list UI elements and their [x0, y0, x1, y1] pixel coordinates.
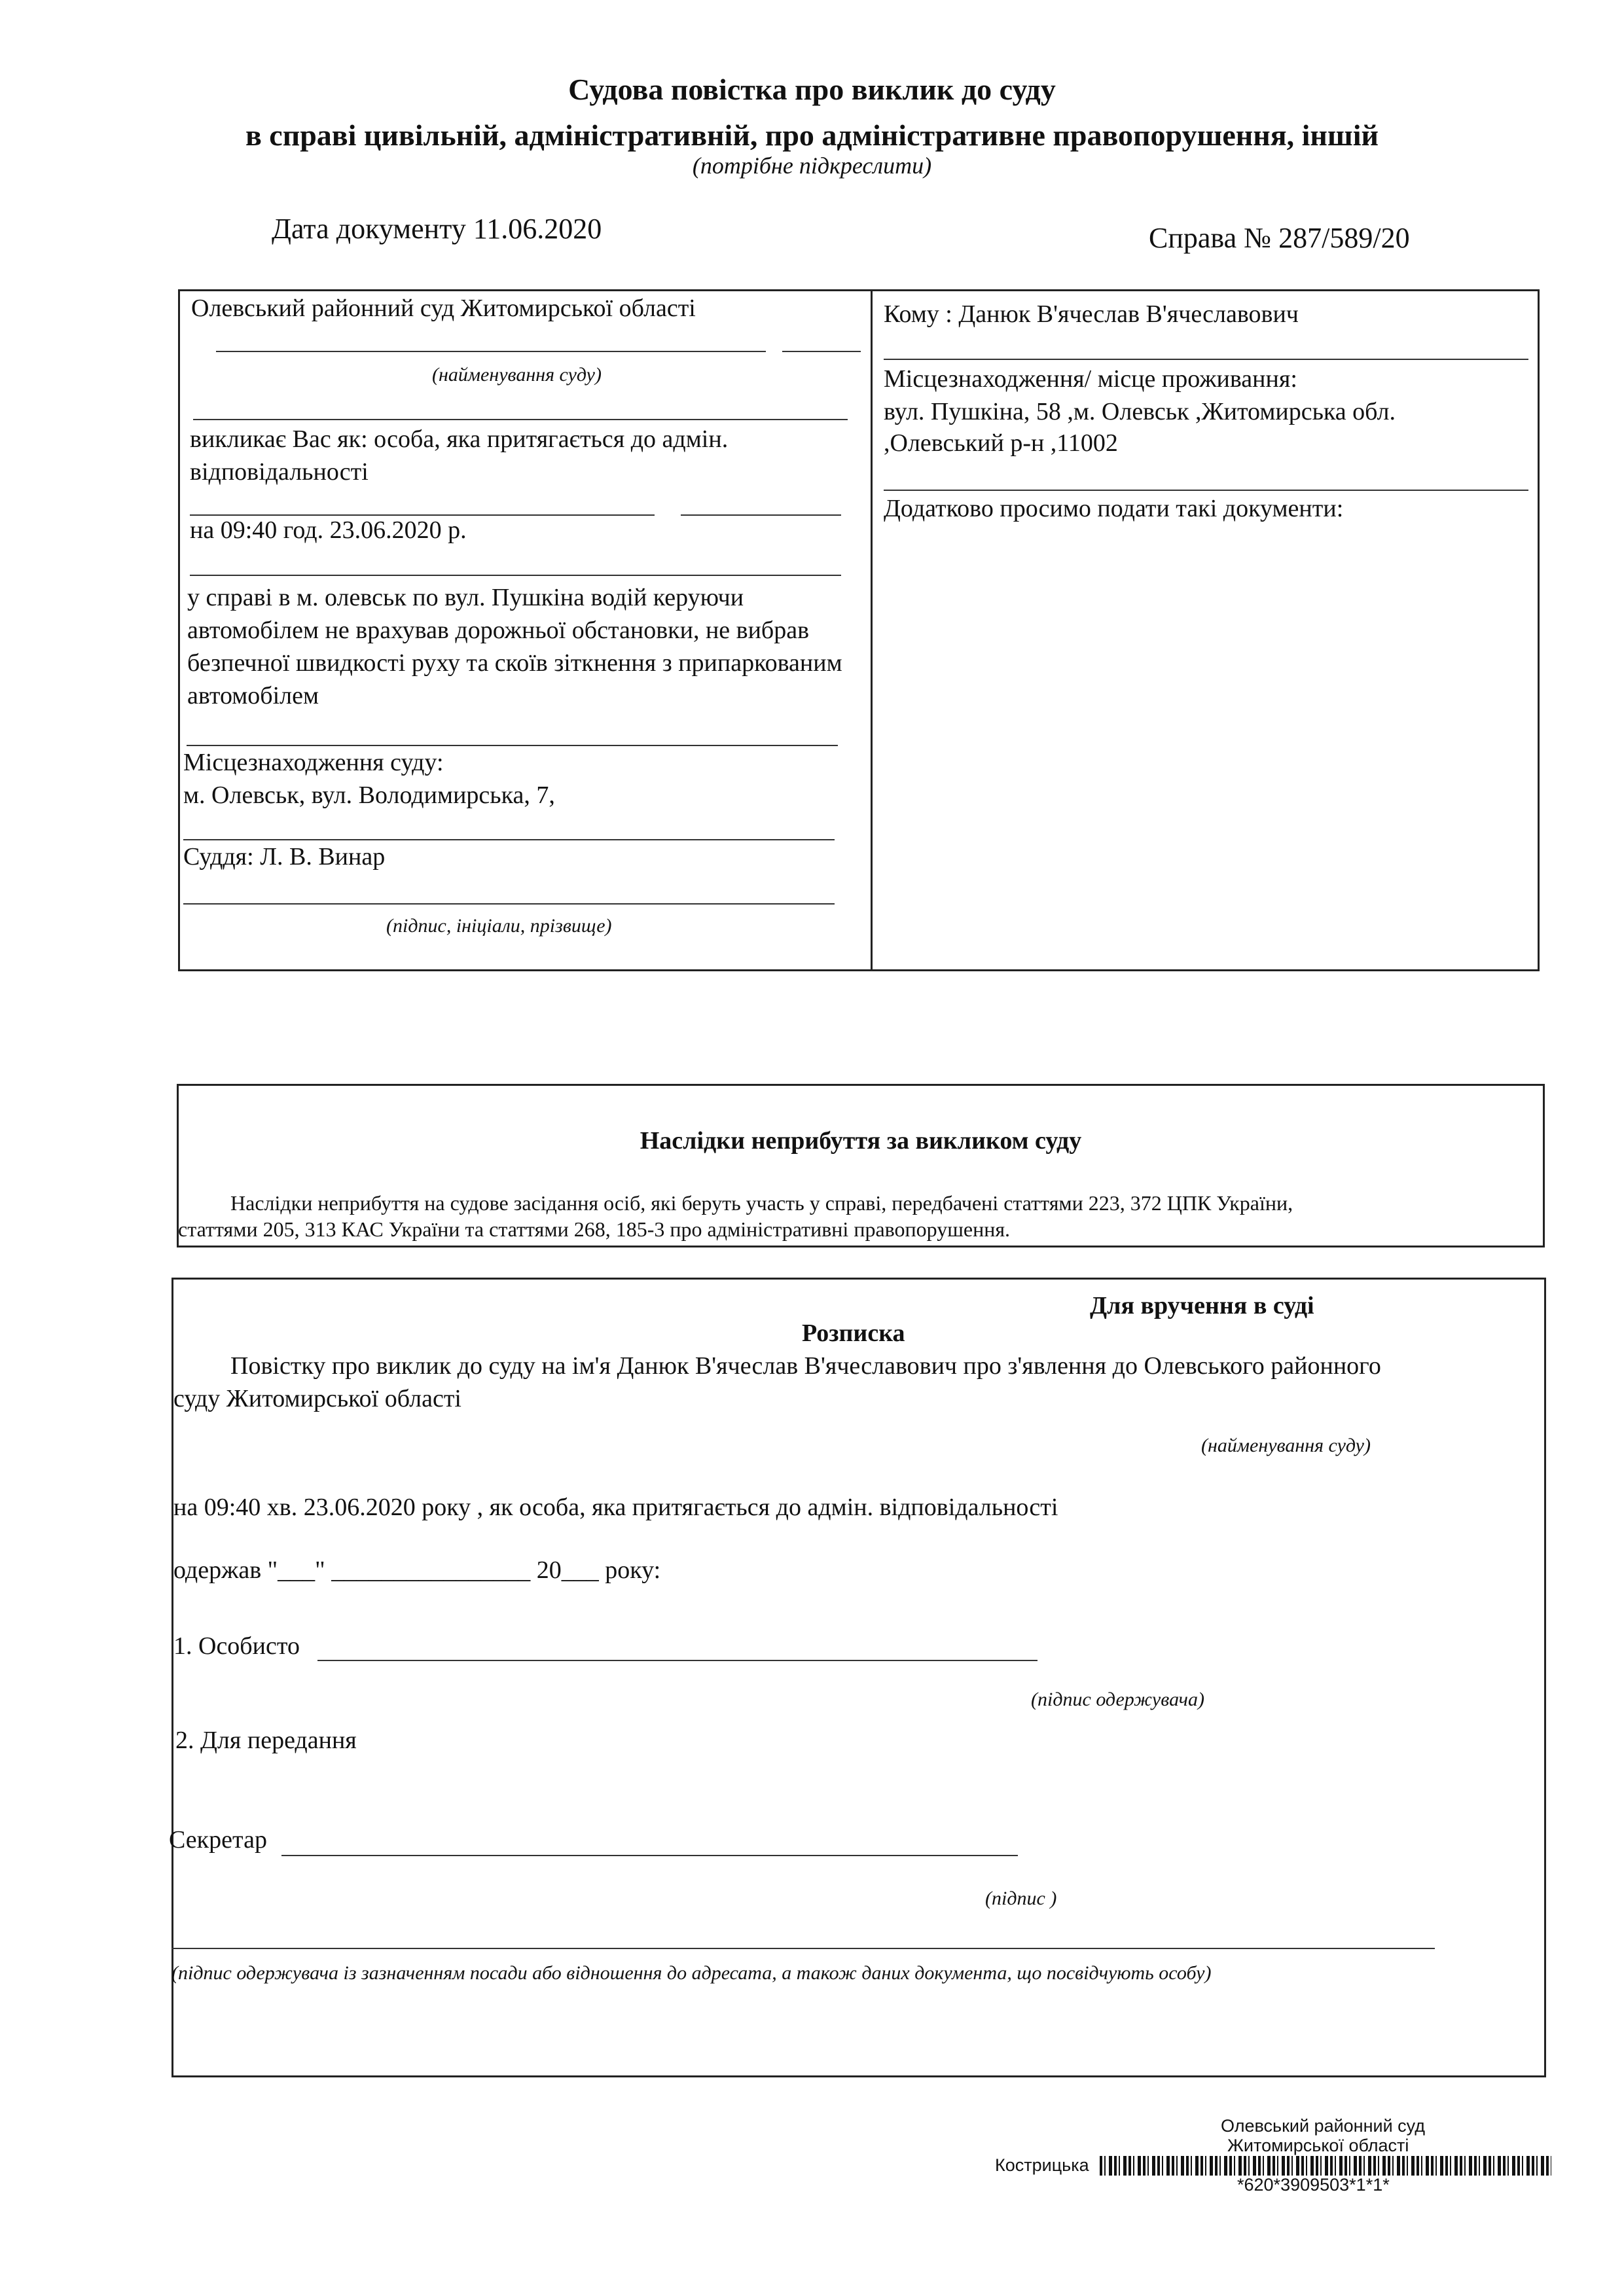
for-court-delivery: Для вручення в суді — [1090, 1292, 1314, 1319]
address-line-2: ,Олевський р-н ,11002 — [884, 429, 1118, 457]
barcode-icon — [1100, 2156, 1551, 2176]
secretary-label: Секретар — [169, 1826, 267, 1854]
footer-court-line-1: Олевський районний суд — [1221, 2116, 1426, 2136]
date-value: 11.06.2020 — [473, 213, 602, 245]
clerk-name: Кострицька — [995, 2155, 1089, 2175]
consequences-text-1: Наслідки неприбуття на судове засідання осіб, які беруть участь у справі, передбачені статтями 223, 372 ЦПК України, — [230, 1191, 1293, 1215]
consequences-text-2: статтями 205, 313 КАС України та статтями 268, 185-3 про адміністративні правопорушення. — [178, 1217, 1011, 1241]
court-name-caption: (найменування суду) — [432, 364, 602, 386]
secretary-sign-caption: (підпис ) — [985, 1888, 1057, 1909]
receipt-text-2: суду Житомирської області — [173, 1385, 461, 1412]
court-location-label: Місцезнаходження суду: — [183, 749, 444, 776]
date-label: Дата документу — [272, 213, 466, 245]
receipt-time: на 09:40 хв. 23.06.2020 року , як особа, яка притягається до адмін. відповідальності — [173, 1494, 1058, 1521]
judge-name: Суддя: Л. В. Винар — [183, 843, 386, 870]
address-line-1: вул. Пушкіна, 58 ,м. Олевськ ,Житомирська обл. — [884, 398, 1396, 425]
barcode-text: *620*3909503*1*1* — [1237, 2175, 1390, 2195]
case-number — [1149, 220, 1410, 257]
receipt-text-1: Повістку про виклик до суду на ім'я Данюк В'ячеслав В'ячеславович про з'явлення до Олевського районного — [230, 1352, 1381, 1380]
case-description: у справі в м. олевськ по вул. Пушкіна водій керуючи автомобілем не врахував дорожньої обстановки, не вибрав безпечної швидкості руху та скоїв зіткнення з припаркованим автомобілем — [187, 584, 842, 709]
personally-label: 1. Особисто — [173, 1632, 300, 1660]
receipt-title: Розписка — [802, 1319, 905, 1347]
underline-note: (потрібне підкреслити) — [692, 152, 932, 179]
document-title: Судова повістка про виклик до суду — [568, 73, 1056, 106]
hearing-time: на 09:40 год. 23.06.2020 р. — [190, 516, 467, 544]
residence-label: Місцезнаходження/ місце проживання: — [884, 365, 1297, 393]
for-transfer-label: 2. Для передання — [175, 1727, 357, 1754]
received-line: одержав "___" ________________ 20___ року: — [173, 1556, 661, 1584]
summons-divider — [871, 289, 873, 971]
court-name: Олевський районний суд Житомирської області — [191, 295, 696, 322]
document-subtitle: в справі цивільній, адміністративній, про адміністративне правопорушення, іншій — [245, 118, 1379, 152]
document-date — [272, 211, 602, 247]
summons-role: викликає Вас як: особа, яка притягається до адмін. відповідальності — [190, 425, 729, 486]
bottom-caption: (підпис одержувача із зазначенням посади або відношення до адресата, а також даних документа, що посвідчують особу) — [171, 1962, 1212, 1984]
receipt-court-caption: (найменування суду) — [1201, 1435, 1371, 1456]
consequences-title: Наслідки неприбуття за викликом суду — [640, 1127, 1082, 1155]
recipient-sign-caption: (підпис одержувача) — [1031, 1689, 1204, 1710]
footer-court-line-2: Житомирської області — [1227, 2136, 1409, 2155]
case-value: 287/589/20 — [1278, 222, 1410, 254]
recipient: Кому : Данюк В'ячеслав В'ячеславович — [884, 300, 1299, 328]
court-location: м. Олевськ, вул. Володимирська, 7, — [183, 781, 555, 809]
case-label: Справа № — [1149, 222, 1272, 254]
signature-caption: (підпис, ініціали, прізвище) — [386, 915, 612, 937]
extra-documents: Додатково просимо подати такі документи: — [884, 495, 1344, 522]
